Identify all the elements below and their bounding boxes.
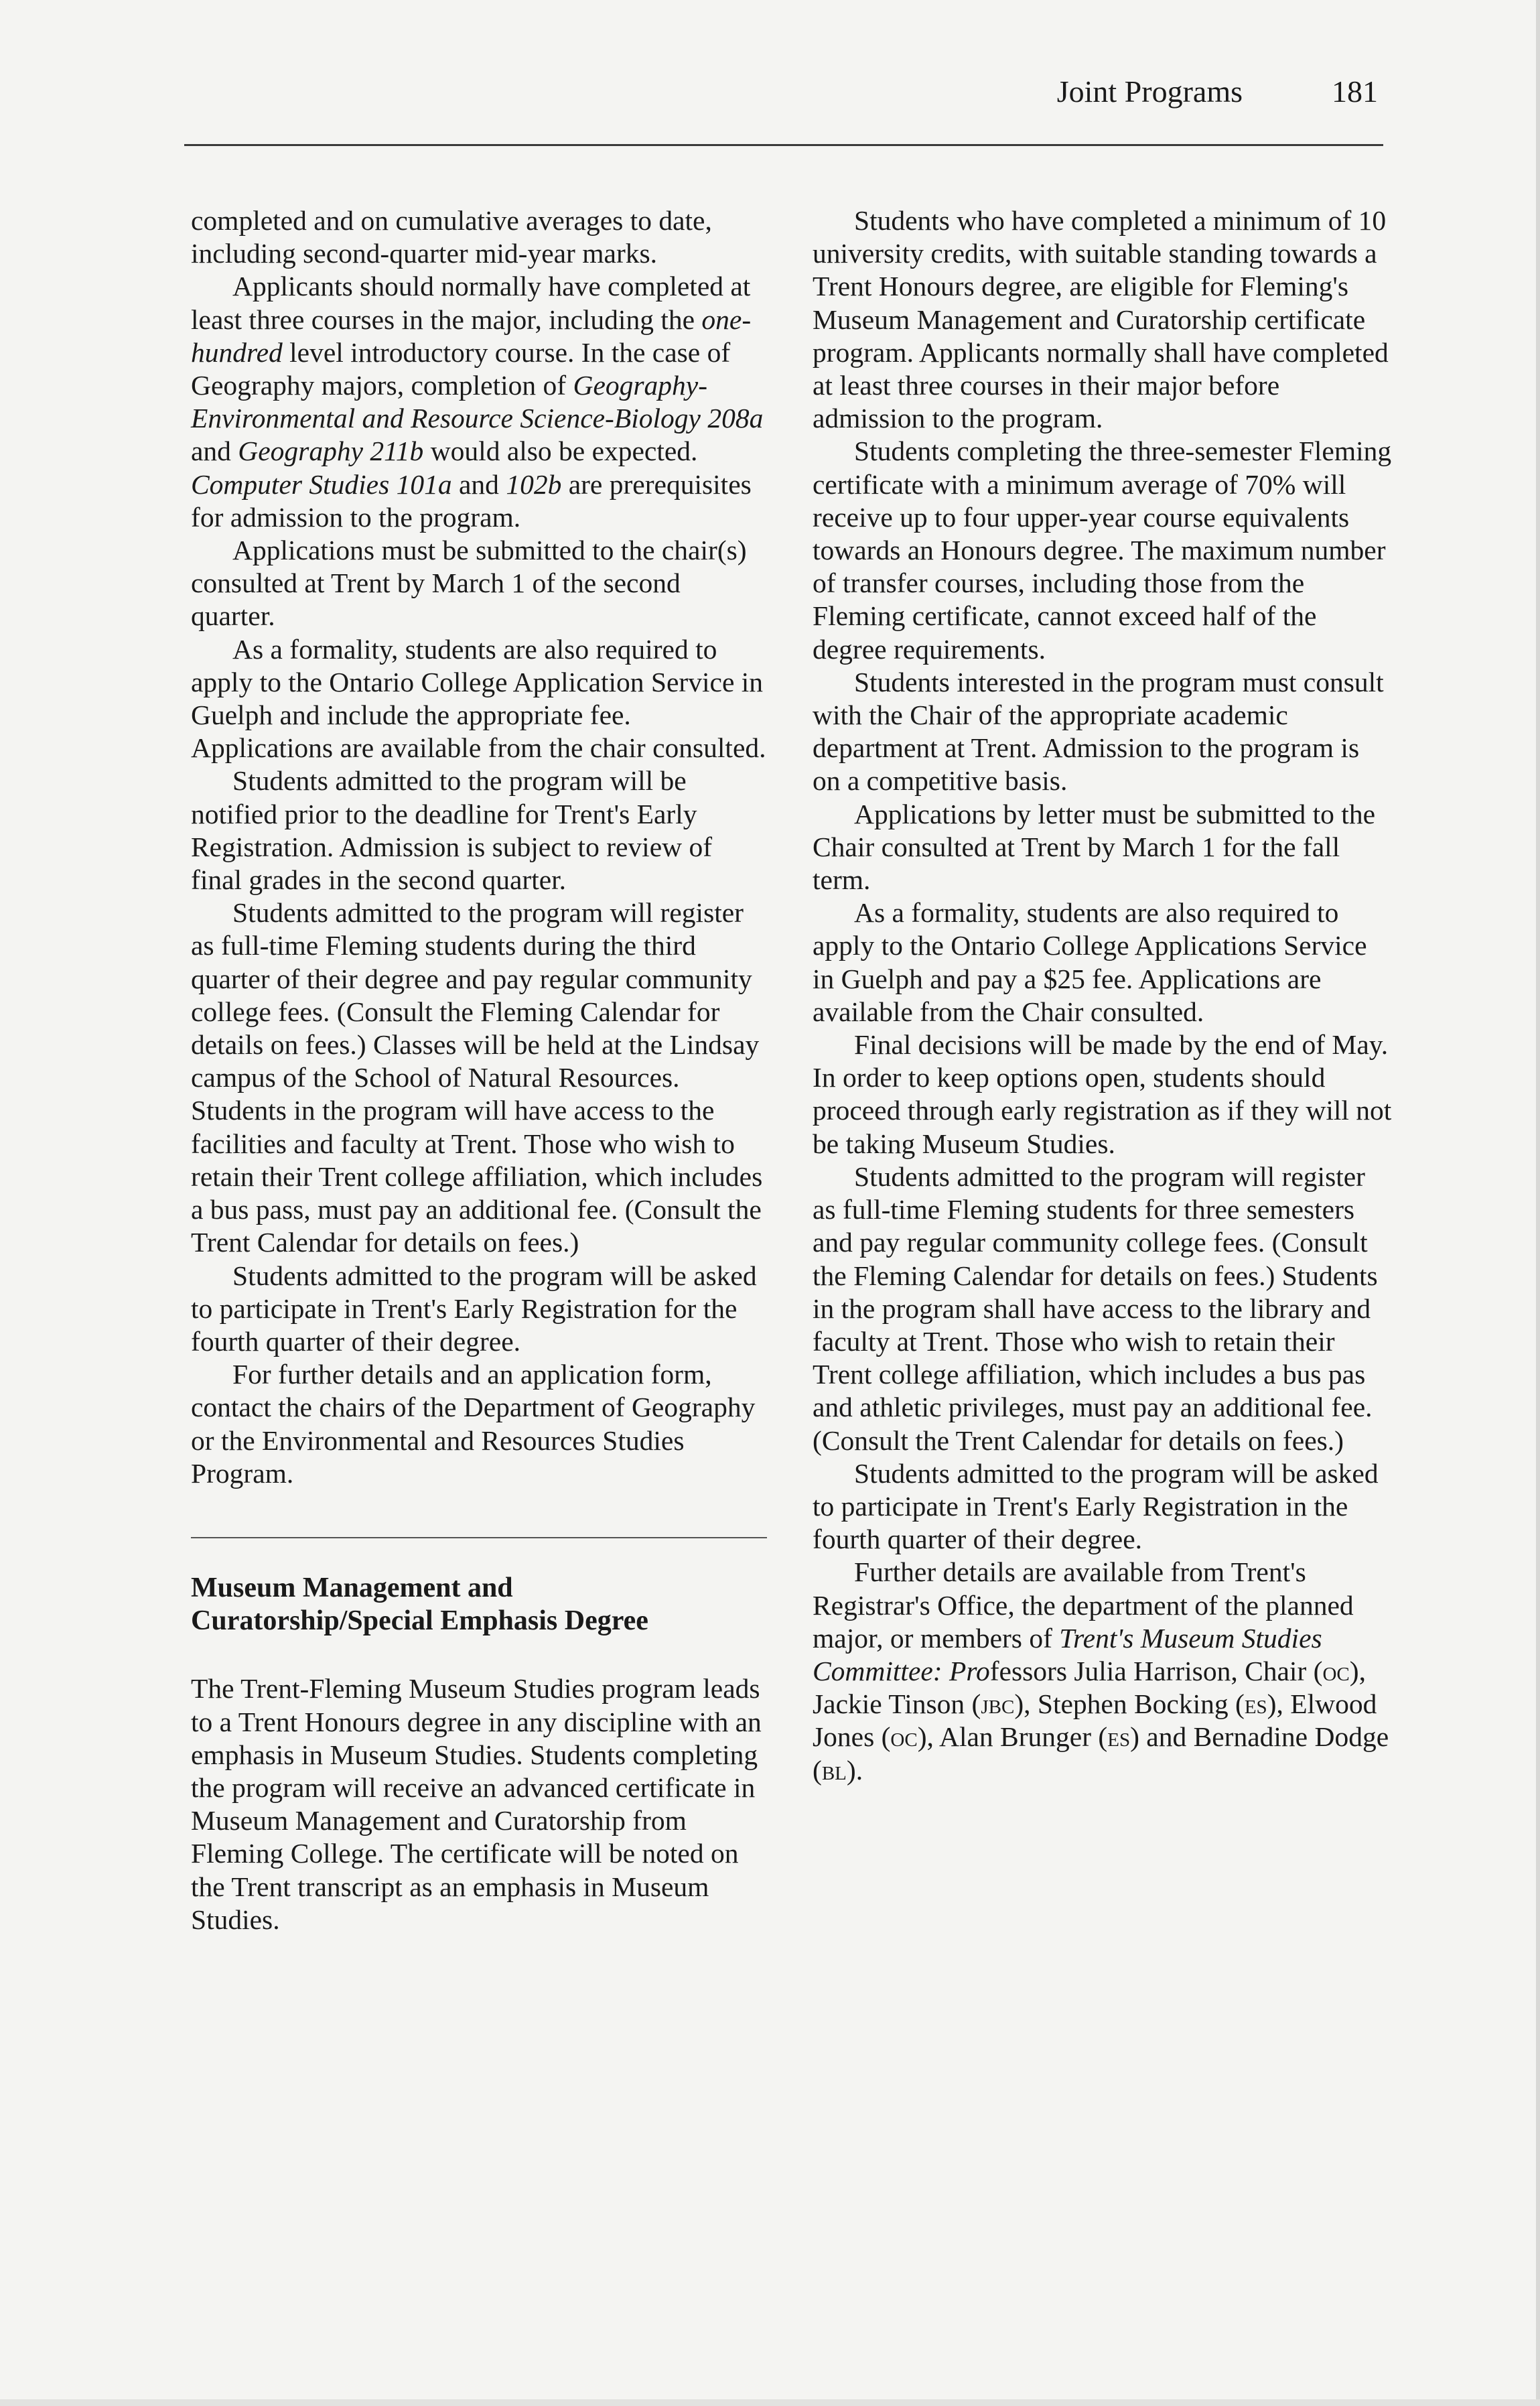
paragraph: Students completing the three-semester Fleming certificate with a minimum average of 70% will receive up to four upper-year course equivalents towards an Honours degree. The maximum number of transfer courses, including those from the Fleming certificate, cannot exceed half of the degree requirements.: [813, 436, 1392, 665]
paragraph: Students interested in the program must consult with the Chair of the appropriate academic department at Trent. Admission to the program is on a competitive basis.: [813, 666, 1384, 797]
running-header-section: Joint Programs: [1056, 74, 1243, 109]
scan-bottom-edge: [0, 2399, 1540, 2406]
paragraph: Applicants should normally have completed at least three courses in the major, including the one-hundred level introductory course. In the case of Geography majors, completion of Geography-Environmental and Resource Science-Biology 208a and Geography 211b would also be expected. Computer Studies 101a and 102b are prerequisites for admission to the program.: [191, 271, 764, 533]
running-header: [184, 67, 1383, 146]
paragraph: Students admitted to the program will register as full-time Fleming students during the third quarter of their degree and pay regular community college fees. (Consult the Fleming Calendar for details on fees.) Classes will be held at the Lindsay campus of the School of Natural Resources. Students in the program will have access to the facilities and faculty at Trent. Those who wish to retain their Trent college affiliation, which includes a bus pass, must pay an additional fee. (Consult the Trent Calendar for details on fees.): [191, 897, 763, 1258]
left-column: [191, 204, 767, 1936]
paragraph: Students admitted to the program will be asked to participate in Trent's Early Registration for the fourth quarter of their degree.: [191, 1260, 757, 1357]
paragraph: For further details and an application form, contact the chairs of the Department of Geography or the Environmental and Resources Studies Program.: [191, 1359, 756, 1489]
scan-edge: [1536, 0, 1540, 2406]
paragraph: As a formality, students are also required to apply to the Ontario College Applications Service in Guelph and pay a $25 fee. Applications are available from the Chair consulted.: [813, 897, 1367, 1027]
paragraph: Applications must be submitted to the chair(s) consulted at Trent by March 1 of the second quarter.: [191, 535, 747, 632]
paragraph: Applications by letter must be submitted to the Chair consulted at Trent by March 1 for the fall term.: [813, 798, 1376, 896]
section-heading: Museum Management and Curatorship/Special Emphasis Degree: [191, 1572, 648, 1637]
paragraph: completed and on cumulative averages to date, including second-quarter mid-year marks.: [191, 205, 712, 269]
paragraph: Further details are available from Trent's Registrar's Office, the department of the planned major, or members of Trent's Museum Studies Committee: Professors Julia Harrison, Chair (oc), Jackie Tinson (jbc), Stephen Bocking (es), Elwood Jones (oc), Alan Brunger (es) and Bernadine Dodge (bl).: [813, 1556, 1389, 1786]
paragraph: Students admitted to the program will be asked to participate in Trent's Early Registration in the fourth quarter of their degree.: [813, 1457, 1379, 1555]
paragraph: Final decisions will be made by the end of May. In order to keep options open, students should proceed through early registration as if they will not be taking Museum Studies.: [813, 1029, 1392, 1159]
paragraph: The Trent-Fleming Museum Studies program leads to a Trent Honours degree in any discipline with an emphasis in Museum Studies. Students completing the program will receive an advanced certificate in Museum Management and Curatorship from Fleming College. The certificate will be noted on the Trent transcript as an emphasis in Museum Studies.: [191, 1673, 762, 1935]
paragraph: Students admitted to the program will register as full-time Fleming students for three semesters and pay regular community college fees. (Consult the Fleming Calendar for details on fees.) Students in the program shall have access to the library and faculty at Trent. Those who wish to retain their Trent college affiliation, which includes a bus pas and athletic privileges, must pay an additional fee. (Consult the Trent Calendar for details on fees.): [813, 1160, 1378, 1456]
paragraph: Students admitted to the program will be notified prior to the deadline for Trent's Early Registration. Admission is subject to review of final grades in the second quarter.: [191, 765, 713, 896]
right-column: [813, 204, 1392, 1787]
page-number: 181: [1332, 74, 1378, 109]
paragraph: Students who have completed a minimum of 10 university credits, with suitable standing towards a Trent Honours degree, are eligible for Fleming's Museum Management and Curatorship certificate program. Applicants normally shall have completed at least three courses in their major before admission to the program.: [813, 205, 1389, 434]
section-divider: [191, 1537, 767, 1538]
paragraph: As a formality, students are also required to apply to the Ontario College Application Service in Guelph and include the appropriate fee. Applications are available from the chair consulted.: [191, 633, 766, 764]
